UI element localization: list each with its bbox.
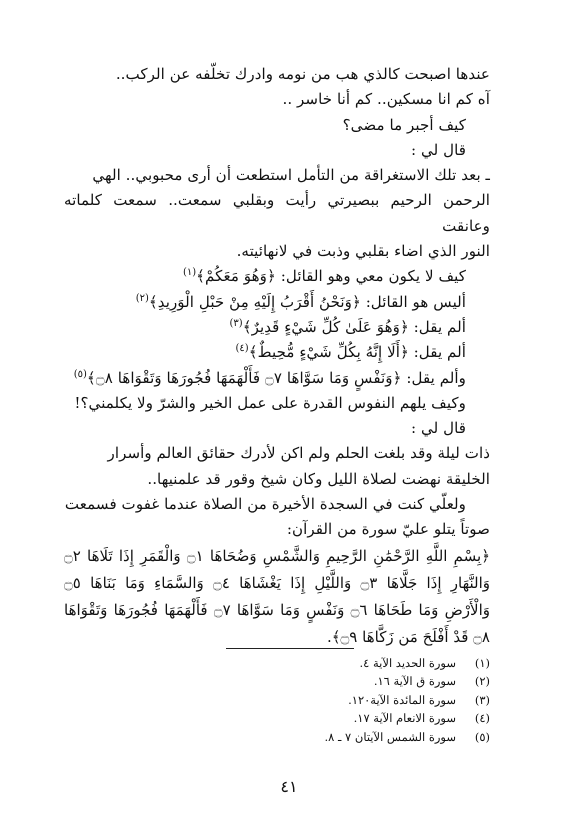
footnotes xyxy=(240,654,490,746)
footnote-ref: (٥) xyxy=(73,368,87,380)
footnote xyxy=(240,672,490,690)
text-line: النور الذي اضاء بقلبي وذبت في لانهائيته. xyxy=(236,242,490,261)
footnote xyxy=(240,691,490,709)
footnote xyxy=(240,728,490,746)
text-line: عندها اصبحت كالذي هب من نومه وادرك تخلّفه عن الركب.. xyxy=(115,65,490,83)
text-line: الخليقة نهضت لصلاة الليل وكان شيخ وقور قد علمنيها.. xyxy=(147,469,490,488)
footnote-text: سورة الحديد الآية ٤. xyxy=(359,656,456,670)
main-text xyxy=(64,62,490,651)
footnote-number: (٢) xyxy=(474,674,490,689)
footnote-ref: (٢) xyxy=(135,292,149,304)
text-line: قال لي : xyxy=(411,140,466,159)
quote-line xyxy=(64,340,490,365)
quote-text: ألم يقل: ﴿أَلَا إِنَّهُ بِكُلِّ شَيْءٍ مُّحِيطٌ﴾ xyxy=(248,343,466,362)
quote-line xyxy=(64,366,490,391)
text-line: كيف أجبر ما مضى؟ xyxy=(342,115,466,134)
footnote-text: سورة الانعام الآية ١٧. xyxy=(353,711,456,726)
footnote-number: (٤) xyxy=(474,711,490,726)
text-line: ـ بعد تلك الاستغراقة من التأمل استطعت أن أرى محبوبي.. الهي xyxy=(92,166,490,185)
text-line: قال لي : xyxy=(411,419,466,438)
quote-text: أليس هو القائل: ﴿وَنَحْنُ أَقْرَبُ إِلَيْهِ مِنْ حَبْلِ الْوَرِيدِ﴾ xyxy=(148,292,466,311)
text-line: صوتاً يتلو عليّ سورة من القرآن: xyxy=(286,520,490,539)
text-line: ولعلّي كنت في السجدة الأخيرة من الصلاة عندما غفوت فسمعت xyxy=(64,495,466,514)
page-number: ٤١ xyxy=(280,777,298,796)
quote-text: ألم يقل: ﴿وَهُوَ عَلَىٰ كُلِّ شَيْءٍ قَدِيرٌ﴾ xyxy=(242,317,466,336)
text-line: وكيف يلهم النفوس القدرة على عمل الخير والشرّ ولا يكلمني؟! xyxy=(74,393,466,412)
quote-text: وألم يقل: ﴿وَنَفْسٍ وَمَا سَوَّاهَا ۝٧ فَأَلْهَمَهَا فُجُورَهَا وَتَقْوَاهَا ۝٨﴾ xyxy=(86,368,466,387)
quote-line xyxy=(64,264,490,289)
quran-verse: ﴿بِسْمِ اللَّهِ الرَّحْمَٰنِ الرَّحِيمِ وَالشَّمْسِ وَضُحَاهَا ۝١ وَالْقَمَرِ إِذَا تَلَاهَا ۝٢ وَالنَّهَارِ إِذَا جَلَّاهَا ۝٣ وَاللَّيْلِ إِذَا يَغْشَاهَا ۝٤ وَالسَّمَاءِ وَمَا بَنَاهَا ۝٥ وَالْأَرْضِ وَمَا طَحَاهَا ۝٦ وَنَفْسٍ وَمَا سَوَّاهَا ۝٧ فَأَلْهَمَهَا فُجُورَهَا وَتَقْوَاهَا ۝٨ قَدْ أَفْلَحَ مَن زَكَّاهَا ۝٩﴾. xyxy=(64,546,490,646)
quote-text: كيف لا يكون معي وهو القائل: ﴿وَهُوَ مَعَكُمْ﴾ xyxy=(196,267,466,286)
footnote-number: (٥) xyxy=(474,729,490,744)
footnote-divider xyxy=(226,648,354,649)
footnote xyxy=(240,654,490,672)
footnote-text: سورة الشمس الآيتان ٧ ـ ٨. xyxy=(324,729,456,744)
text-line: آه كم انا مسكين.. كم أنا خاسر .. xyxy=(282,90,490,109)
quote-line xyxy=(64,290,490,315)
text-line: ذات ليلة وقد بلغت الحلم ولم اكن لأدرك حقائق العالم وأسرار xyxy=(107,444,490,463)
footnote-text: سورة ق الآية ١٦. xyxy=(373,674,456,689)
footnote-number: (١) xyxy=(474,656,490,670)
text-line: الرحمن الرحيم ببصيرتي رأيت وبقلبي سمعت.. سمعت كلماته وعانقت xyxy=(64,191,490,235)
footnote-text: سورة المائدة الآية١٢٠. xyxy=(348,692,456,707)
footnote-ref: (٣) xyxy=(229,317,243,329)
footnote-ref: (١) xyxy=(182,267,197,279)
quote-line xyxy=(64,315,490,340)
footnote xyxy=(240,709,490,727)
footnote-number: (٣) xyxy=(474,692,490,707)
footnote-ref: (٤) xyxy=(235,343,249,355)
